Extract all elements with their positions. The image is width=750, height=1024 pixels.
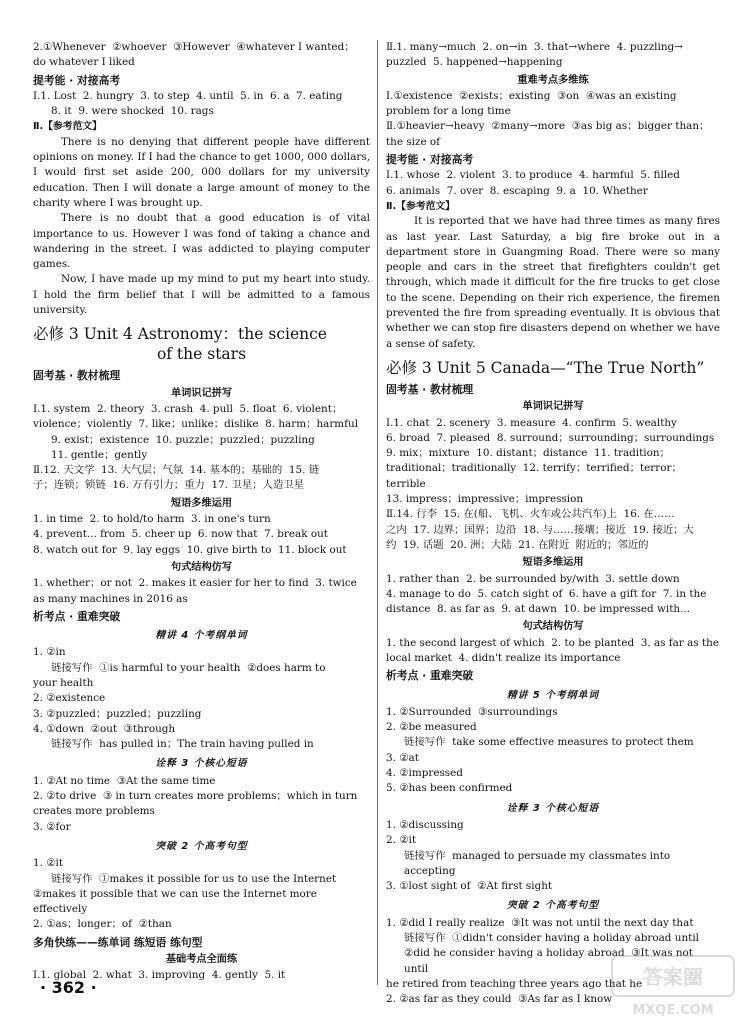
sub-heading: 短语多维运用: [522, 557, 584, 569]
answer-line: 4. manage to do 5. catch sight of 6. have a gift for 7. in the: [386, 587, 707, 600]
answer-line: 1. ②discussing: [386, 818, 464, 831]
answer-line: distance 8. as far as 9. at dawn 10. be impressed with...: [386, 603, 690, 616]
answer-line: Ⅰ.1. whose 2. violent 3. to produce 4. harmful 5. filled: [386, 169, 680, 182]
answer-line: 3. ①lost sight of ②At first sight: [386, 880, 553, 893]
sub-heading: 基础考点全面练: [165, 954, 238, 966]
answer-line: 1. rather than 2. be surrounded by/with 3. settle down: [386, 572, 680, 585]
answer-line: 1. whether；or not 2. makes it easier for her to find 3. twice: [33, 577, 357, 590]
answer-line: Ⅱ.1. many→much 2. on→in 3. that→where 4. puzzling→: [386, 41, 683, 53]
answer-line: problem for a long time: [386, 105, 511, 118]
subsection-banner: 诠释 3 个核心短语: [506, 802, 600, 814]
answer-line: 13. impress；impressive；impression: [386, 493, 584, 506]
right-column: [386, 40, 720, 1008]
essay-label: Ⅱ.【参考范文】: [33, 121, 102, 133]
unit-title-line: of the stars: [156, 345, 247, 364]
watermark-logo: [608, 950, 738, 1020]
answer-line: 1. ②did I really realize ③It was not until the next day that: [386, 916, 694, 929]
answer-line: he retired from teaching three years ago that he: [386, 977, 643, 990]
sub-heading: 单词识记拼写: [522, 401, 584, 413]
answer-line: 2. ②to drive ③ in turn creates more problems；which in turn: [33, 790, 358, 803]
svg-text:答案圈: 答案圈: [643, 965, 703, 989]
section-heading: 析考点 · 重难突破: [33, 609, 121, 623]
answer-line: local market 4. didn't realize its importance: [386, 651, 621, 664]
answer-line: 链接写作 take some effective measures to protect them: [404, 736, 694, 749]
section-heading: 析考点 · 重难突破: [386, 669, 474, 683]
answer-line: Ⅱ.①heavier→heavy ②many→more ③as big as；bigger than；: [386, 120, 710, 133]
answer-line: 5. ②has been confirmed: [386, 782, 513, 795]
answer-line: puzzled 5. happened→happening: [386, 56, 563, 69]
section-heading: 固考基 · 教材梳理: [33, 369, 121, 383]
answer-line: Ⅱ.14. 行李 15. 在(船、飞机、火车或公共汽车)上 16. 在……: [386, 508, 675, 521]
answer-line: 4. prevent... from 5. cheer up 6. now that 7. break out: [33, 528, 328, 541]
answer-line: 3. ②at: [386, 751, 419, 764]
answer-line: traditional；traditionally 12. terrify；terrified；terror；terrible: [386, 462, 682, 490]
answer-line: 2. ①as；longer；of ②than: [33, 918, 172, 931]
answer-line: 2. ②existence: [33, 692, 106, 705]
text-line: 2.①Whenever ②whoever ③However ④whatever I wanted；: [33, 41, 355, 53]
answer-line: 1. the second largest of which 2. to be planted 3. as far as the: [386, 636, 719, 649]
answer-line: 3. ②for: [33, 820, 71, 833]
subsection-banner: 精讲 4 个考纲单词: [155, 630, 248, 642]
answer-line: Ⅰ.1. system 2. theory 3. crash 4. pull 5. float 6. violent；: [33, 402, 343, 415]
unit-title: 必修 3 Unit 5 Canada—“The True North”: [386, 358, 705, 377]
answer-line: 链接写作 ①is harmful to your health ②does harm to: [51, 661, 326, 674]
essay-paragraph: Now, I have made up my mind to put my heart into study. I hold the firm belief that I will be admitted to a famous university.: [33, 273, 370, 317]
answer-line: 6. broad 7. pleased 8. surround；surrounding；surroundings: [386, 431, 715, 444]
sub-heading: 句式结构仿写: [522, 621, 584, 633]
answer-line: 4. ②impressed: [386, 767, 463, 780]
answer-line: as many machines in 2016 as: [33, 592, 188, 605]
answer-line: 8. it 9. were shocked 10. rags: [51, 105, 214, 118]
section-heading: 固考基 · 教材梳理: [386, 382, 474, 396]
page-number: · 362 ·: [40, 978, 97, 997]
answer-line: 4. ①down ②out ③through: [33, 722, 176, 735]
answer-line: 约 19. 话题 20. 洲；大陆 21. 在附近 附近的；邻近的: [386, 538, 649, 551]
essay-label: Ⅱ.【参考范文】: [386, 200, 455, 212]
answer-line: 9. exist；existence 10. puzzle；puzzled；puzzling: [51, 433, 315, 446]
answer-line: 链接写作 ①makes it possible for us to use the Internet: [51, 872, 337, 885]
answer-line: 6. animals 7. over 8. escaping 9. a 10. Whether: [386, 184, 648, 197]
answer-line: 链接写作 has pulled in；The train having pulled in: [51, 738, 314, 751]
answer-line: 子；连锁；锁链 16. 万有引力；重力 17. 卫星；人造卫星: [33, 479, 305, 492]
answer-line: ②did he consider having a holiday abroad ③It was not until: [404, 947, 697, 975]
subsection-banner: 精讲 5 个考纲单词: [506, 689, 600, 701]
answer-line: Ⅱ.12. 天文学 13. 大气层；气氛 14. 基本的；基础的 15. 链: [33, 464, 320, 477]
answer-line: Ⅰ.1. global 2. what 3. improving 4. gently 5. it: [33, 969, 286, 982]
answer-line: 8. watch out for 9. lay eggs 10. give birth to 11. block out: [33, 543, 347, 556]
answer-line: ②makes it possible that we can use the Internet more: [33, 887, 317, 900]
answer-line: 链接写作 ①didn't consider having a holiday abroad until: [404, 932, 699, 945]
answer-line: 1. in time 2. to hold/to harm 3. in one's turn: [33, 513, 271, 526]
essay-paragraph: There is no denying that different people have different opinions on money. If I had the chance to get 1000, 000 dollars, I would first set aside 200, 000 dollars for my university education. Then I will donate a large amount of money to the charity where I was brought up.: [33, 135, 370, 209]
answer-line: 2. ②be measured: [386, 721, 477, 734]
answer-line: 2. ②it: [386, 834, 417, 847]
answer-line: 1. ②it: [33, 857, 64, 870]
left-column: [33, 40, 370, 984]
sub-heading: 重难考点多维练: [517, 74, 589, 86]
answer-line: 1. ②in: [33, 646, 66, 659]
section-heading: 提考能 · 对接高考: [386, 153, 474, 167]
answer-line: 3. ②puzzled；puzzled；puzzling: [33, 707, 202, 720]
answer-line: your health: [33, 676, 94, 689]
subsection-banner: 突破 2 个高考句型: [506, 900, 600, 912]
text-line: do whatever I liked: [33, 56, 135, 69]
answer-line: effectively: [33, 903, 88, 916]
sub-heading: 单词识记拼写: [170, 387, 233, 399]
unit-title: [33, 324, 370, 364]
answer-line: 1. ②At no time ③At the same time: [33, 774, 216, 787]
answer-line: 链接写作 managed to persuade my classmates into accepting: [404, 849, 674, 877]
answer-line: violence；violently 7. like；unlike；dislike 8. harm；harmful: [33, 418, 359, 431]
answer-line: 1. ②Surrounded ③surroundings: [386, 705, 558, 718]
answer-line: 之内 17. 边界；国界；边沿 18. 与……接壤；接近 19. 接近；大: [386, 523, 694, 536]
essay-paragraph: It is reported that we have had three times as many fires as last year. Last Saturday, a big fire broke out in a department store in Guangming Road. There were so many people and cars in the street that firefighters couldn't get through, which made it difficult for the fire trucks to get close to the scene. Depending on their rich experience, the firemen prevented the fire from spreading eventually. It is obvious that whether we can stop fire disasters depend on whether we have a sense of safety.: [386, 215, 720, 350]
answer-line: Ⅰ.1. Lost 2. hungry 3. to step 4. until 5. in 6. a 7. eating: [33, 89, 343, 102]
answer-line: creates more problems: [33, 805, 155, 818]
section-heading: 提考能 · 对接高考: [33, 73, 121, 87]
answer-line: 11. gentle；gently: [51, 448, 148, 461]
sub-heading: 句式结构仿写: [170, 561, 233, 573]
sub-heading: 短语多维运用: [170, 497, 233, 509]
answer-line: Ⅰ.①existence ②exists；existing ③on ④was an existing: [386, 89, 677, 102]
answer-line: 2. ②as far as they could ③As far as I know: [386, 993, 613, 1006]
unit-title-line: 必修 3 Unit 4 Astronomy：the science: [33, 325, 327, 344]
column-divider: [377, 40, 378, 985]
subsection-banner: 诠释 3 个核心短语: [155, 758, 248, 770]
answer-line: 9. mix；mixture 10. distant；distance 11. tradition；: [386, 447, 670, 460]
section-heading: 多角快练——练单词 练短语 练句型: [33, 935, 203, 949]
answer-line: Ⅰ.1. chat 2. scenery 3. measure 4. confirm 5. wealthy: [386, 416, 677, 429]
essay-paragraph: There is no doubt that a good education is of vital importance to us. However I was fond of taking a chance and wandering in the street. I was addicted to playing computer games.: [33, 212, 370, 271]
svg-text:MXQE.COM: MXQE.COM: [632, 1003, 714, 1018]
answer-line: the size of: [386, 135, 441, 148]
subsection-banner: 突破 2 个高考句型: [155, 840, 248, 852]
